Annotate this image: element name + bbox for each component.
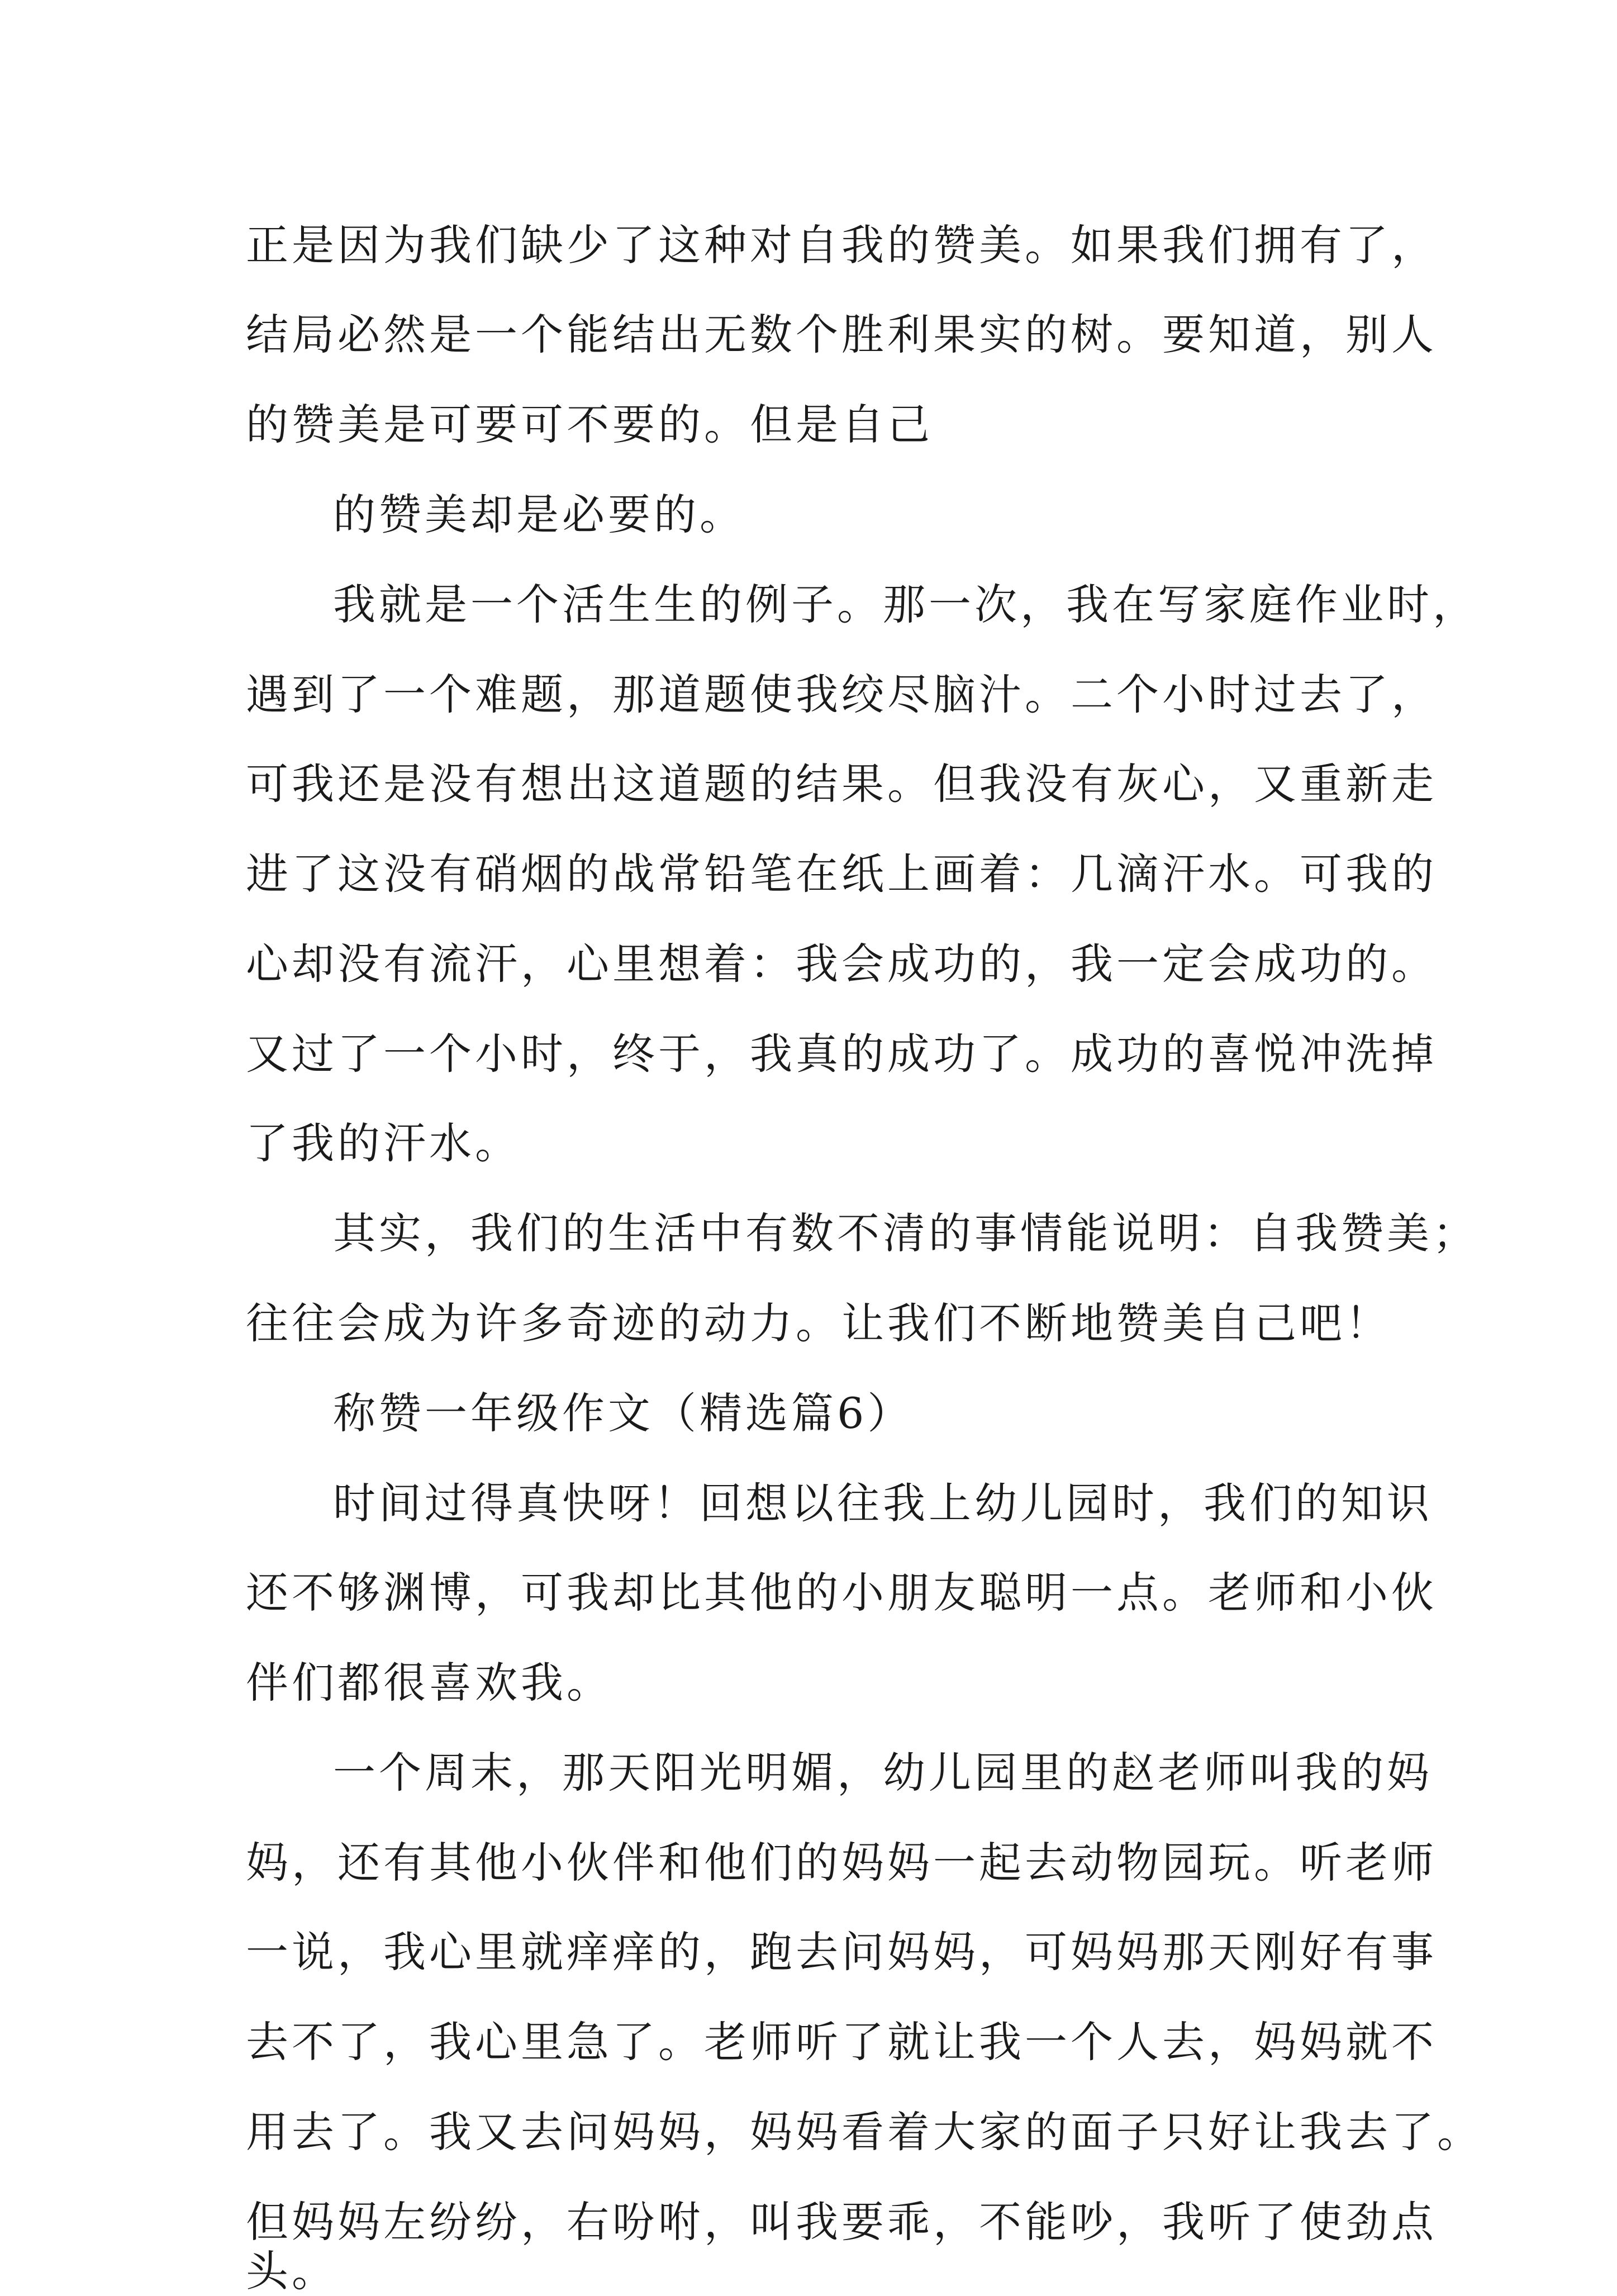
text-line: 心却没有流汗，心里想着：我会成功的，我一定会成功的。 bbox=[246, 939, 1437, 989]
text-line: 的赞美却是必要的。 bbox=[333, 490, 745, 539]
text-line: 头。 bbox=[246, 2246, 337, 2296]
paragraph-start: 一个周末，那天阳光明媚，幼儿园里的赵老师叫我的妈 bbox=[333, 1748, 1433, 1797]
text-line: 进了这没有硝烟的战常铅笔在纸上画着：几滴汗水。可我的 bbox=[246, 849, 1437, 899]
text-line: 往往会成为许多奇迹的动力。让我们不断地赞美自己吧！ bbox=[246, 1298, 1391, 1348]
text-line: 了我的汗水。 bbox=[246, 1118, 521, 1168]
text-line: 的赞美是可要可不要的。但是自己 bbox=[246, 400, 933, 449]
section-heading: 称赞一年级作文（精选篇6） bbox=[333, 1388, 914, 1438]
text-line: 可我还是没有想出这道题的结果。但我没有灰心，又重新走 bbox=[246, 759, 1437, 809]
text-line: 去不了，我心里急了。老师听了就让我一个人去，妈妈就不 bbox=[246, 2017, 1437, 2067]
text-line: 又过了一个小时，终于，我真的成功了。成功的喜悦冲洗掉 bbox=[246, 1029, 1437, 1079]
paragraph-start: 我就是一个活生生的例子。那一次，我在写家庭作业时， bbox=[333, 580, 1478, 629]
text-line: 妈，还有其他小伙伴和他们的妈妈一起去动物园玩。听老师 bbox=[246, 1838, 1437, 1887]
text-line: 但妈妈左纷纷，右吩咐，叫我要乖，不能吵，我听了使劲点 bbox=[246, 2197, 1437, 2247]
text-line: 伴们都很喜欢我。 bbox=[246, 1658, 612, 1707]
text-line: 正是因为我们缺少了这种对自我的赞美。如果我们拥有了， bbox=[246, 220, 1437, 270]
text-line: 结局必然是一个能结出无数个胜利果实的树。要知道，别人 bbox=[246, 310, 1437, 359]
text-line: 一说，我心里就痒痒的，跑去问妈妈，可妈妈那天刚好有事 bbox=[246, 1927, 1437, 1977]
paragraph-start: 其实，我们的生活中有数不清的事情能说明：自我赞美； bbox=[333, 1208, 1478, 1258]
paragraph-start: 时间过得真快呀！回想以往我上幼儿园时，我们的知识 bbox=[333, 1478, 1433, 1528]
text-line: 还不够渊博，可我却比其他的小朋友聪明一点。老师和小伙 bbox=[246, 1568, 1437, 1617]
text-line: 遇到了一个难题，那道题使我绞尽脑汁。二个小时过去了， bbox=[246, 670, 1437, 719]
text-line: 用去了。我又去问妈妈，妈妈看着大家的面子只好让我去了。 bbox=[246, 2107, 1483, 2157]
